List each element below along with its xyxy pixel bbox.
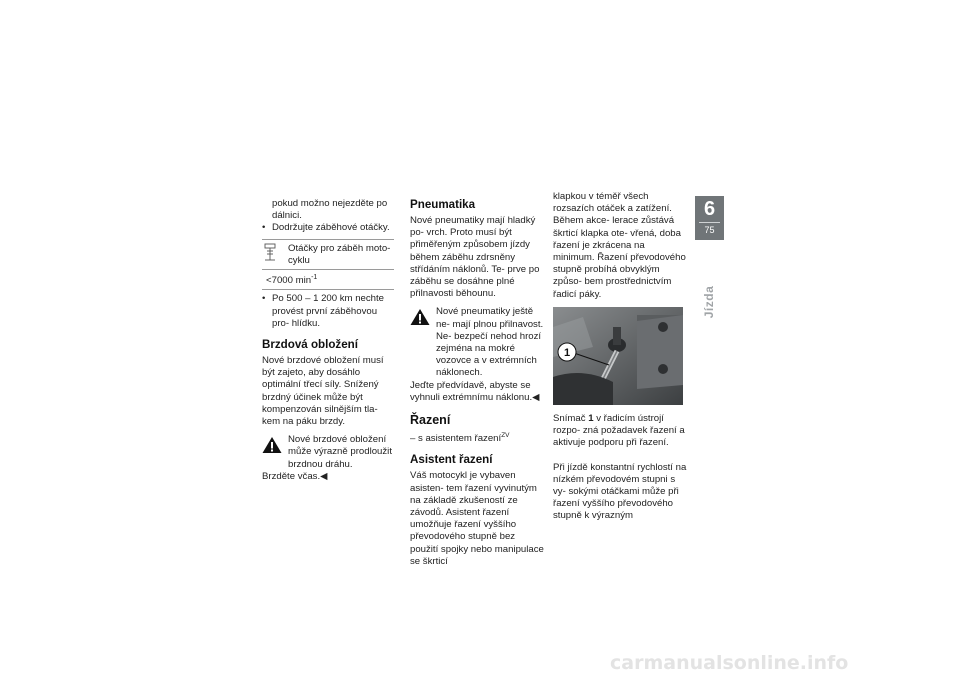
photo-callout-label: 1: [563, 346, 571, 359]
warning-brake-pads: [262, 434, 394, 471]
chapter-number: 6: [703, 198, 716, 220]
paragraph-tires: Nové pneumatiky mají hladký po- vrch. Proto musí být přiměřeným způsobem jízdy během záběhu zdrsněny střídáním náklonů. Te- prve po záběhu se dosáhne plné přilnavosti běhounu.: [410, 215, 540, 300]
heading-shift-assistant: Asistent řazení: [410, 453, 493, 467]
paragraph-throttle: klapkou v téměř všech rozsazích otáček a zatížení. Během akce- lerace zůstává škrticí klapka ote- vřená, doba řazení je zkrácena na minimum. Řazení převodového stupně probíhá obvyklým způso- bem prostřednictvím řadicí páky.: [553, 191, 686, 300]
option-shift-assistant: – s asistentem řazení$^{ZV}$: [410, 432, 510, 445]
warning-tires: [410, 306, 544, 379]
heading-tires: Pneumatika: [410, 198, 476, 211]
column-2: [410, 198, 544, 568]
chapter-tab: [695, 196, 724, 240]
watermark: carmanualsonline.info: [610, 652, 849, 674]
shift-sensor-photo: [553, 307, 683, 405]
chapter-side-label: [702, 282, 716, 322]
paragraph-shift-assistant: Váš motocykl je vybaven asisten- tem řazení vyvinutým na základě zkušeností ze závodů. Asistent řazení umožňuje řazení vyššího převodového stupně bez použití spojky nebo manipulace se škrticí: [410, 470, 544, 567]
warning-end: Jeďte předvídavě, abyste se vyhnuli extrémnímu náklonu.◀: [410, 379, 540, 403]
photo-caption: Snímač 1 v řadicím ústrojí rozpo- zná požadavek řazení a aktivuje podporu při řazení.: [553, 413, 685, 449]
warning-triangle-icon: [410, 308, 430, 326]
bullet-first-inspection: • Po 500 – 1 200 km nechte provést první záběhovou pro- hlídku.: [262, 293, 394, 330]
end-marker-icon: ◀: [532, 391, 540, 403]
page-number: 75: [699, 222, 720, 237]
heading-brake-pads: Brzdová obložení: [262, 338, 358, 352]
warning-text: Nové pneumatiky ještě ne- mají plnou přilnavost. Ne- bezpečí nehod hrozí zejména na mokré vozovce a v extrémních náklonech.: [436, 306, 544, 379]
bullet-break-in-rpm: • Dodržujte záběhové otáčky.: [262, 222, 394, 234]
column-3: [553, 191, 687, 523]
rpm-description: Otáčky pro záběh moto- cyklu: [288, 242, 391, 266]
warning-text: Nové brzdové obložení může výrazně prodloužit brzdnou dráhu.: [288, 434, 392, 470]
warning-triangle-icon: [262, 436, 282, 454]
tachometer-icon: [262, 243, 288, 267]
warning-end: Brzděte včas.◀: [262, 470, 328, 482]
continued-line-2: dálnici.: [272, 210, 302, 222]
rpm-info-box: [262, 239, 394, 291]
column-1: [262, 198, 394, 483]
paragraph-brake-pads: Nové brzdové obložení musí být zajeto, aby dosáhlo optimální třecí síly. Snížený brzdný účinek může být kompenzován silnějším tla- kem na páku brzdy.: [262, 355, 384, 428]
paragraph-constant-speed: Při jízdě konstantní rychlostí na nízkém převodovém stupni s vy- sokými otáčkami může při řazení vyššího převodového stupně k výrazným: [553, 461, 687, 522]
continued-line-1: pokud možno nejezděte po: [272, 198, 388, 209]
chapter-side-label-text: Jízda: [702, 285, 716, 319]
end-marker-icon: ◀: [320, 470, 328, 482]
heading-shifting: Řazení: [410, 413, 451, 428]
rpm-value: <7000 $\min^{-1}$: [262, 269, 394, 289]
